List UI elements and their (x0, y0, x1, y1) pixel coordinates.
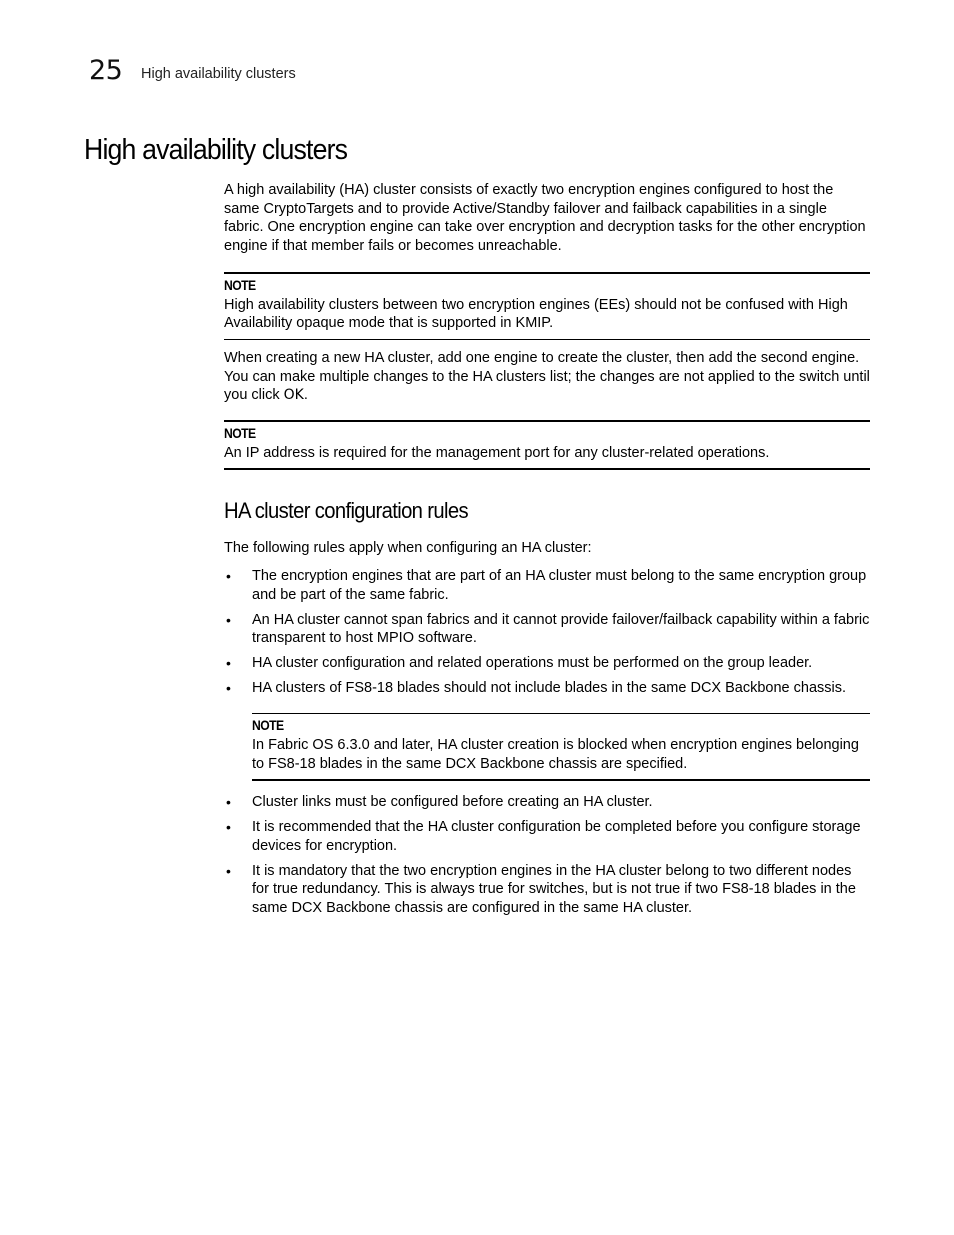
list-item (224, 679, 870, 698)
subsection-title: HA cluster configuration rules (224, 498, 468, 524)
rules-list (224, 567, 870, 697)
list-item-text: The encryption engines that are part of an HA cluster must belong to the same encryption group and be part of the same fabric. (252, 568, 867, 603)
chapter-number: 25 (89, 55, 123, 86)
note-text: An IP address is required for the management port for any cluster-related operations. (224, 444, 770, 461)
bullet-icon: • (226, 794, 231, 811)
section-title: High availability clusters (84, 134, 348, 166)
intro-paragraph: A high availability (HA) cluster consists of exactly two encryption engines configured to host the same CryptoTargets and to provide Active/Standby failover and failback capabilities in a single fabric. One encryption engine can take over encryption and decryption tasks for the other encryption engine if that member fails or becomes unreachable. (224, 182, 866, 255)
bullet-icon: • (226, 819, 231, 836)
bullet-icon: • (226, 654, 231, 671)
list-item (224, 818, 870, 855)
note-text: In Fabric OS 6.3.0 and later, HA cluster creation is blocked when encryption engines belonging to FS8-18 blades in the same DCX Backbone chassis are specified. (252, 737, 859, 772)
note-label: NOTE (224, 426, 256, 442)
list-item-text: It is recommended that the HA cluster configuration be completed before you configure storage devices for encryption. (252, 819, 861, 854)
note-box (224, 272, 870, 340)
list-item-text: HA clusters of FS8-18 blades should not include blades in the same DCX Backbone chassis. (252, 679, 847, 696)
list-item-text: HA cluster configuration and related operations must be performed on the group leader. (252, 654, 813, 671)
note-box (224, 420, 870, 470)
list-item-text: It is mandatory that the two encryption engines in the HA cluster belong to two different nodes for true redundancy. This is always true for switches, but is not true if two FS8-18 blades in the same DCX Backbone chassis are configured in the same HA cluster. (252, 862, 856, 916)
list-item (224, 793, 870, 812)
note-label: NOTE (224, 277, 256, 293)
rules-intro: The following rules apply when configuring an HA cluster: (224, 540, 592, 557)
note-box (252, 713, 870, 781)
bullet-icon: • (226, 611, 231, 628)
list-item-text: Cluster links must be configured before creating an HA cluster. (252, 794, 653, 811)
bullet-icon: • (226, 679, 231, 696)
note-label: NOTE (252, 718, 284, 734)
rules-list (224, 793, 870, 917)
main-content (224, 181, 870, 924)
creation-paragraph (224, 349, 870, 405)
list-item (224, 862, 870, 918)
running-title: High availability clusters (141, 66, 296, 82)
bullet-icon: • (226, 862, 231, 879)
creation-text: When creating a new HA cluster, add one engine to create the cluster, then add the second engine. You can make multiple changes to the HA clusters list; the changes are not applied to the switch until you click (224, 349, 870, 404)
bullet-icon: • (226, 568, 231, 585)
creation-text-end: . (303, 387, 308, 404)
list-item-text: An HA cluster cannot span fabrics and it cannot provide failover/failback capability within a fabric transparent to host MPIO software. (252, 611, 870, 647)
list-item (224, 654, 870, 673)
list-item (224, 567, 870, 604)
note-text: High availability clusters between two encryption engines (EEs) should not be confused with High Availability opaque mode that is supported in KMIP. (224, 296, 848, 332)
ok-keyword: OK (283, 387, 304, 404)
list-item (224, 611, 870, 648)
